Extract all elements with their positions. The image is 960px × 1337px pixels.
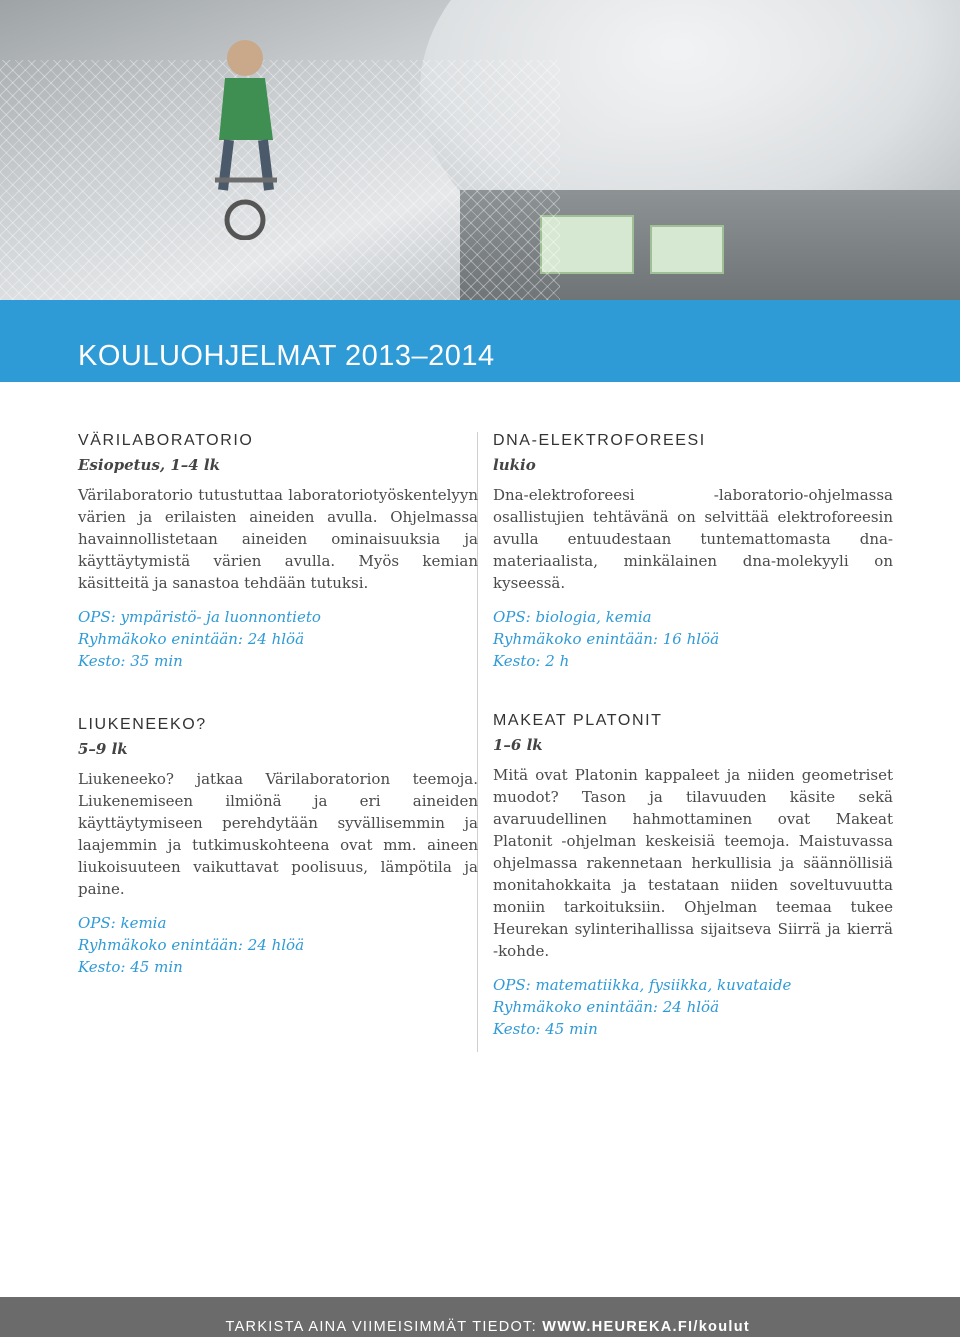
program-meta <box>493 974 893 1040</box>
title-band <box>0 300 960 382</box>
left-column <box>78 432 478 978</box>
program-ops: OPS: kemia <box>78 914 167 932</box>
program-description: Mitä ovat Platonin kappaleet ja niiden geometriset muodot? Tason ja tilavuuden käsite sekä avaruudellinen hahmottaminen ovat Makeat Platonit -ohjelman keskeisiä teemoja. Maistuvassa ohjelmassa rakennetaan herkullisia ja säännöllisiä monitahokkaita ja testataan niiden soveltuvuutta moniin tarkoituksiin. Ohjelman teemaa tukee Heurekan sylinterihallissa sijaitseva Siirrä ja kierrä -kohde. <box>493 766 893 960</box>
program-description: Värilaboratorio tutustuttaa laboratoriotyöskentelyyn värien ja erilaisten aineiden avulla. Ohjelmassa havainnollistetaan aineiden ominaisuuksia ja käyttäytymistä värien avulla. Myös kemian käsitteitä ja sanastoa tehdään tutuksi. <box>78 486 478 592</box>
program-duration: Kesto: 45 min <box>78 958 183 976</box>
right-column <box>493 432 893 1040</box>
program-level: 5–9 lk <box>78 740 128 758</box>
footer-prefix: TARKISTA AINA VIIMEISIMMÄT TIEDOT: <box>225 1319 543 1335</box>
footer-note <box>226 1319 751 1335</box>
program-varilaboratorio <box>78 432 478 672</box>
program-level: 1–6 lk <box>493 736 543 754</box>
program-title: DNA-ELEKTROFOREESI <box>493 432 706 449</box>
program-level: Esiopetus, 1–4 lk <box>78 456 221 474</box>
photo-kiosk <box>650 225 724 274</box>
program-group-size: Ryhmäkoko enintään: 24 hlöä <box>78 936 305 954</box>
program-meta <box>493 606 893 672</box>
program-duration: Kesto: 35 min <box>78 652 183 670</box>
program-ops: OPS: matematiikka, fysiikka, kuvataide <box>493 976 792 994</box>
program-title: LIUKENEEKO? <box>78 716 207 733</box>
program-group-size: Ryhmäkoko enintään: 16 hlöä <box>493 630 720 648</box>
program-duration: Kesto: 45 min <box>493 1020 598 1038</box>
program-meta <box>78 912 478 978</box>
photo-cyclist <box>185 30 305 240</box>
footer-url-link[interactable]: WWW.HEUREKA.FI/koulut <box>542 1319 750 1335</box>
program-duration: Kesto: 2 h <box>493 652 570 670</box>
program-description: Liukeneeko? jatkaa Värilaboratorion teemoja. Liukenemiseen ilmiönä ja eri aineiden käyttäytymiseen perehdytään syvällisemmin ja laajemmin ja tutkimuskohteena ovat mm. aineen liukoisuuteen vaikuttavat poolisuus, lämpötila ja paine. <box>78 770 478 898</box>
program-group-size: Ryhmäkoko enintään: 24 hlöä <box>78 630 305 648</box>
program-liukeneeko <box>78 716 478 978</box>
header-photo <box>0 0 960 300</box>
program-meta <box>78 606 478 672</box>
footer-bar <box>0 1297 960 1337</box>
program-group-size: Ryhmäkoko enintään: 24 hlöä <box>493 998 720 1016</box>
program-makeat-platonit <box>493 712 893 1040</box>
page-title: KOULUOHJELMAT 2013–2014 <box>78 340 495 372</box>
program-title: MAKEAT PLATONIT <box>493 712 663 729</box>
program-description: Dna-elektroforeesi -laboratorio-ohjelmassa osallistujien tehtävänä on selvittää elektroforeesin avulla entuudestaan tuntemattomasta dna-materiaalista, minkälainen dna-molekyyli on kyseessä. <box>493 486 893 592</box>
program-ops: OPS: biologia, kemia <box>493 608 652 626</box>
program-level: lukio <box>493 456 536 474</box>
program-title: VÄRILABORATORIO <box>78 432 254 449</box>
program-ops: OPS: ympäristö- ja luonnontieto <box>78 608 321 626</box>
program-dna-elektroforeesi <box>493 432 893 672</box>
